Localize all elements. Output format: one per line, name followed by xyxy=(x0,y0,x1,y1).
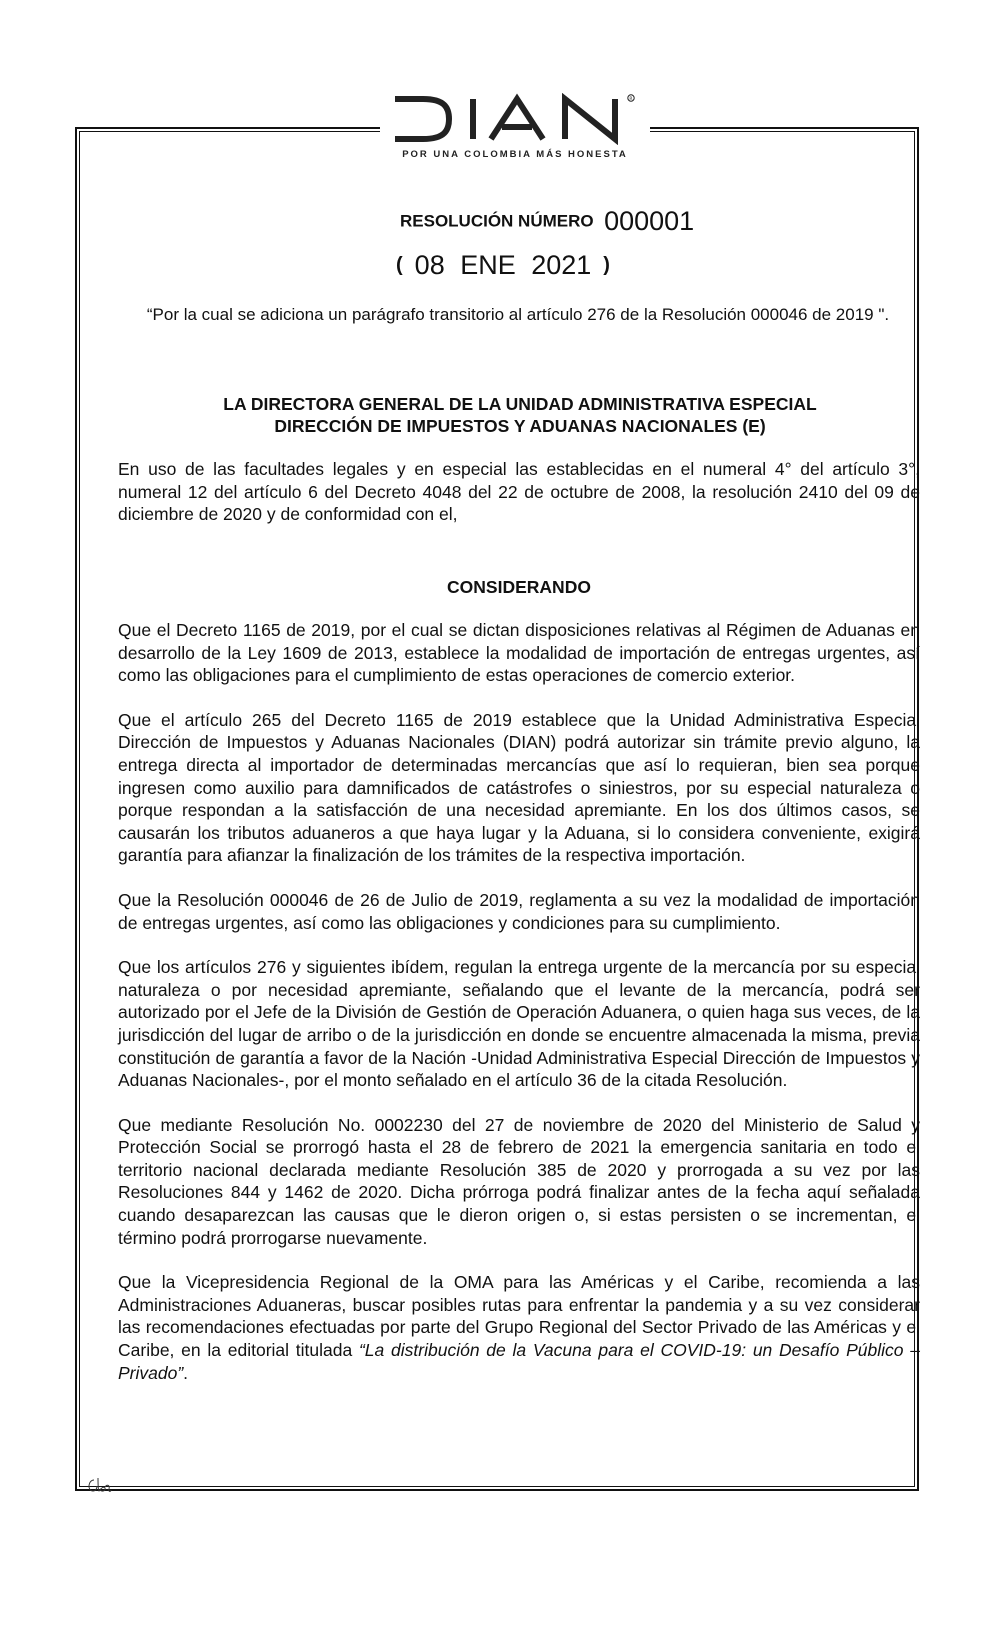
paragraph: Que la Resolución 000046 de 26 de Julio de 2019, reglamenta a su vez la modalidad de importación de entregas urgentes, así como las obligaciones y condiciones para su cumplimiento. xyxy=(118,889,920,933)
resolution-number xyxy=(400,206,694,237)
paragraph: Que el Decreto 1165 de 2019, por el cual se dictan disposiciones relativas al Régimen de Aduanas en desarrollo de la Ley 1609 de 2013, establece la modalidad de importación de entregas urgentes, así como las obligaciones para el cumplimiento de estas operaciones de comercio exterior. xyxy=(118,620,920,686)
resolution-number-value: 000001 xyxy=(604,206,695,236)
editorial-title: “La distribución de la Vacuna para el COVID-19: un Desafío Público – Privado” xyxy=(118,1340,920,1383)
authority-line-2: DIRECCIÓN DE IMPUESTOS Y ADUANAS NACIONALES (E) xyxy=(274,416,766,436)
paragraph-last-text: Que la Vicepresidencia Regional de la OMA para las Américas y el Caribe, recomienda a las Administraciones Aduaneras, buscar posibles rutas para enfrentar la pandemia y a su vez considerar las recomendaciones efectuadas por parte del Grupo Regional del Sector Privado de las Américas y el Caribe, en la editorial titulada xyxy=(118,1272,920,1361)
date-close-paren: ) xyxy=(603,254,610,276)
considerando-heading: CONSIDERANDO xyxy=(447,577,591,597)
dian-logo xyxy=(380,93,650,171)
resolution-subject: “Por la cual se adiciona un parágrafo transitorio al artículo 276 de la Resolución 000046 de 2019 ". xyxy=(146,305,890,324)
paragraph-last-end: . xyxy=(183,1362,189,1383)
issuing-authority xyxy=(120,393,920,437)
resolution-label: RESOLUCIÓN NÚMERO xyxy=(400,211,594,231)
svg-text:R: R xyxy=(629,97,633,102)
paragraph: Que el artículo 265 del Decreto 1165 de 2019 establece que la Unidad Administrativa Especial Dirección de Impuestos y Aduanas Nacionales (DIAN) podrá autorizar sin trámite previo alguno, la entrega directa al importador de determinadas mercancías que así lo requieran, bien sea porque ingresen como auxilio para damnificados de catástrofes o siniestros, por su especial naturaleza o porque respondan a la satisfacción de una necesidad apremiante. En los dos últimos casos, se causarán los tributos aduaneros a que haya lugar y la Aduana, si lo considera conveniente, exigirá garantía para afianzar la finalización de los trámites de la respectiva importación. xyxy=(118,709,920,866)
paragraph: Que los artículos 276 y siguientes ibídem, regulan la entrega urgente de la mercancía por su especial naturaleza o por necesidad apremiante, señalando que el levante de la mercancía, podrá ser autorizado por el Jefe de la División de Gestión de Operación Aduanera, o quien haga sus veces, de la jurisdicción del lugar de arribo o de la jurisdicción en donde se encuentre almacenada la misma, previa constitución de garantía a favor de la Nación -Unidad Administrativa Especial Dirección de Impuestos y Aduanas Nacionales-, por el monto señalado en el artículo 36 de la citada Resolución. xyxy=(118,957,920,1091)
preamble: En uso de las facultades legales y en especial las establecidas en el numeral 4° del artículo 3°, numeral 12 del artículo 6 del Decreto 4048 del 22 de octubre de 2008, la resolución 2410 del 09 de diciembre de 2020 y de conformidad con el, xyxy=(118,459,920,525)
authority-line-1: LA DIRECTORA GENERAL DE LA UNIDAD ADMINISTRATIVA ESPECIAL xyxy=(223,394,817,414)
initials-signature xyxy=(86,1476,112,1496)
dian-logo-mark xyxy=(389,93,641,145)
considerations xyxy=(118,619,920,1406)
logo-tagline: POR UNA COLOMBIA MÁS HONESTA xyxy=(402,149,628,160)
resolution-date xyxy=(396,250,610,281)
paragraph-last xyxy=(118,1271,920,1384)
date-open-paren: ( xyxy=(396,254,403,276)
date-value: 08 ENE 2021 xyxy=(414,250,592,280)
paragraph: Que mediante Resolución No. 0002230 del 27 de noviembre de 2020 del Ministerio de Salud y Protección Social se prorrogó hasta el 28 de febrero de 2021 la emergencia sanitaria en todo el territorio nacional declarada mediante Resolución 385 de 2020 y prorrogada a su vez por las Resoluciones 844 y 1462 de 2020. Dicha prórroga podrá finalizar antes de la fecha aquí señalada cuando desaparezcan las causas que le dieron origen o, si estas persisten o se incrementan, el término podrá prorrogarse nuevamente. xyxy=(118,1114,920,1248)
